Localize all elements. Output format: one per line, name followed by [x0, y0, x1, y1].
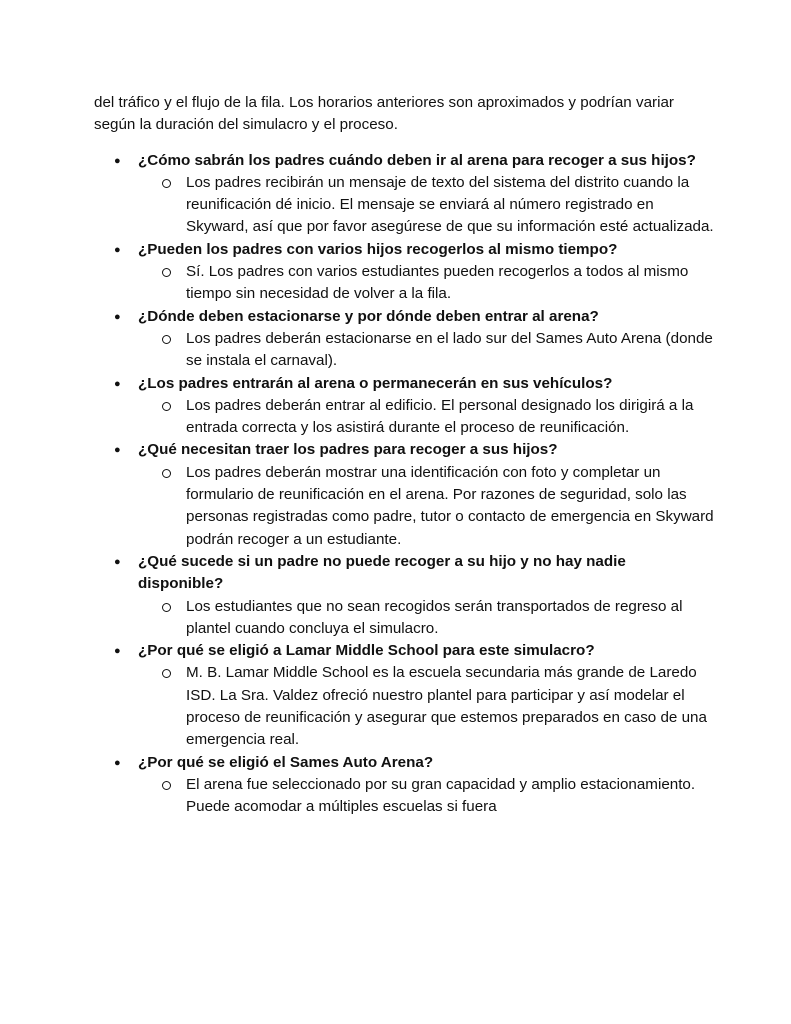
circle-bullet-icon — [162, 781, 171, 790]
faq-answer: Los padres deberán estacionarse en el lado sur del Sames Auto Arena (donde se instala el carnaval). — [186, 329, 713, 370]
circle-bullet-icon — [162, 268, 171, 277]
faq-item — [94, 640, 714, 751]
faq-item — [94, 373, 714, 440]
faq-question: ¿Pueden los padres con varios hijos recogerlos al mismo tiempo? — [138, 240, 618, 258]
faq-question: ¿Qué sucede si un padre no puede recoger a su hijo y no hay nadie disponible? — [138, 552, 626, 593]
faq-answer-item — [138, 662, 714, 751]
faq-item — [94, 439, 714, 550]
faq-list — [94, 150, 714, 819]
bullet-icon: ● — [114, 555, 121, 568]
faq-question: ¿Qué necesitan traer los padres para recoger a sus hijos? — [138, 441, 558, 459]
bullet-icon: ● — [114, 756, 121, 769]
document-body — [94, 92, 714, 819]
faq-item — [94, 150, 714, 239]
faq-answer: Los estudiantes que no sean recogidos serán transportados de regreso al plantel cuando concluya el simulacro. — [186, 597, 683, 637]
faq-question: ¿Por qué se eligió el Sames Auto Arena? — [138, 753, 434, 771]
circle-bullet-icon — [162, 669, 171, 678]
faq-question: ¿Dónde deben estacionarse y por dónde deben entrar al arena? — [138, 307, 599, 325]
faq-answer: Sí. Los padres con varios estudiantes pueden recogerlos a todos al mismo tiempo sin necesidad de volver a la fila. — [186, 263, 689, 303]
faq-item — [94, 239, 714, 306]
bullet-icon: ● — [114, 645, 121, 658]
faq-item — [94, 551, 714, 640]
faq-answer-item — [138, 596, 714, 641]
circle-bullet-icon — [162, 179, 171, 188]
bullet-icon: ● — [114, 377, 121, 390]
faq-item — [94, 752, 714, 819]
circle-bullet-icon — [162, 335, 171, 344]
circle-bullet-icon — [162, 469, 171, 478]
faq-answer-item — [138, 172, 714, 239]
faq-answer: Los padres recibirán un mensaje de texto del sistema del distrito cuando la reunificación dé inicio. El mensaje se enviará al número registrado en Skyward, así que por favor asegúrese de que su información esté actualizada. — [186, 173, 714, 236]
intro-paragraph: del tráfico y el flujo de la fila. Los horarios anteriores son aproximados y podrían variar según la duración del simulacro y el proceso. — [94, 94, 674, 134]
faq-question: ¿Por qué se eligió a Lamar Middle School para este simulacro? — [138, 642, 595, 660]
bullet-icon: ● — [114, 444, 121, 457]
bullet-icon: ● — [114, 243, 121, 256]
faq-answer-item — [138, 462, 714, 551]
circle-bullet-icon — [162, 603, 171, 612]
bullet-icon: ● — [114, 310, 121, 323]
circle-bullet-icon — [162, 402, 171, 411]
faq-question: ¿Los padres entrarán al arena o permanecerán en sus vehículos? — [138, 374, 613, 392]
faq-answer-item — [138, 328, 714, 373]
faq-item — [94, 306, 714, 373]
faq-answer: Los padres deberán entrar al edificio. El personal designado los dirigirá a la entrada correcta y los asistirá durante el proceso de reunificación. — [186, 396, 694, 437]
faq-question: ¿Cómo sabrán los padres cuándo deben ir al arena para recoger a sus hijos? — [138, 151, 696, 169]
faq-answer-item — [138, 261, 714, 306]
bullet-icon: ● — [114, 154, 121, 167]
faq-answer-item — [138, 774, 714, 819]
faq-answer-item — [138, 395, 714, 440]
faq-answer: Los padres deberán mostrar una identificación con foto y completar un formulario de reunificación en el arena. Por razones de seguridad, solo las personas registradas como padre, tutor o contacto de emergencia en Skyward podrán recoger a un estudiante. — [186, 463, 714, 548]
faq-answer: El arena fue seleccionado por su gran capacidad y amplio estacionamiento. Puede acomodar a múltiples escuelas si fuera — [186, 775, 696, 816]
faq-answer: M. B. Lamar Middle School es la escuela secundaria más grande de Laredo ISD. La Sra. Valdez ofreció nuestro plantel para participar y así modelar el proceso de reunificación y asegurar que estemos preparados en caso de una emergencia real. — [186, 664, 707, 749]
